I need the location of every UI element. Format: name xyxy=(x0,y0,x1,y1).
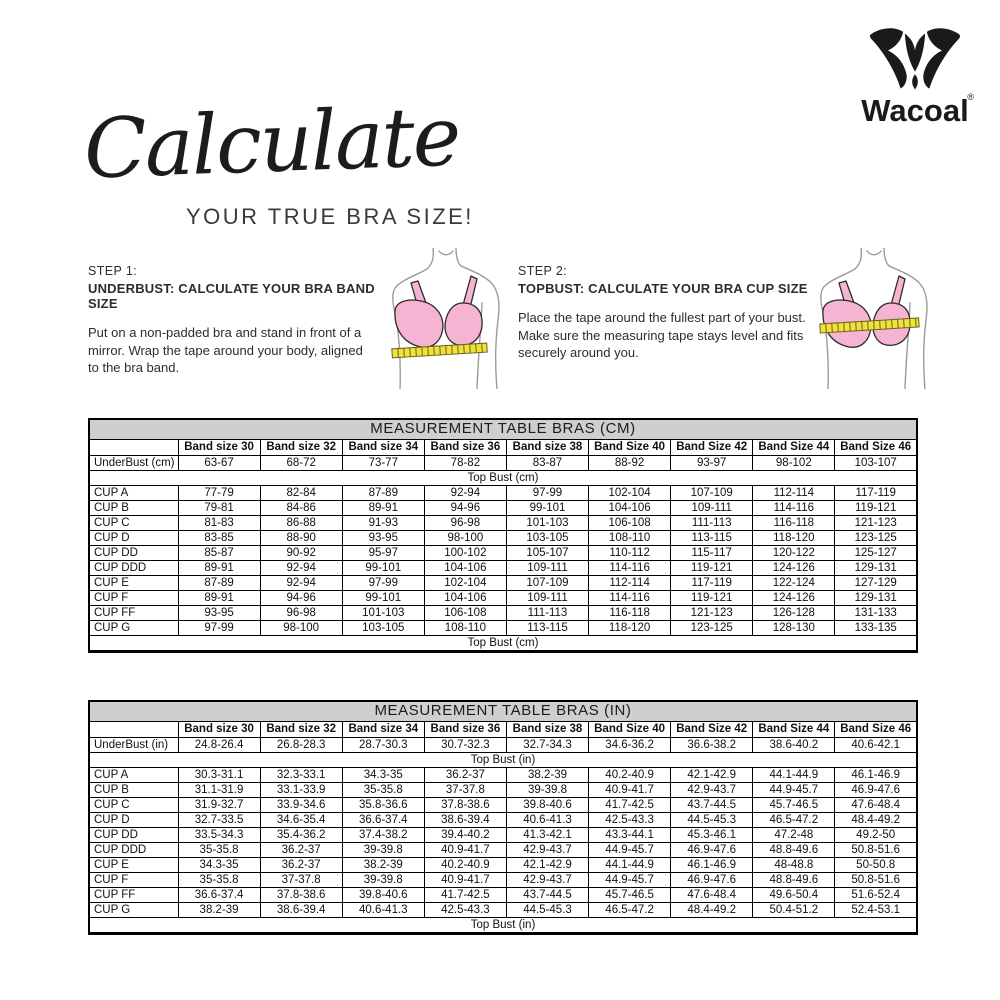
cup-value: 89-91 xyxy=(178,560,260,575)
cup-value: 44.1-44.9 xyxy=(589,858,671,873)
cup-value: 39.8-40.6 xyxy=(342,888,424,903)
underbust-value: 63-67 xyxy=(178,455,260,470)
cup-label: CUP F xyxy=(89,873,178,888)
cup-value: 96-98 xyxy=(424,515,506,530)
cup-value: 93-95 xyxy=(342,530,424,545)
cup-value: 86-88 xyxy=(260,515,342,530)
cup-value: 50-50.8 xyxy=(835,858,917,873)
cup-value: 40.2-40.9 xyxy=(424,858,506,873)
underbust-value: 24.8-26.4 xyxy=(178,737,260,752)
underbust-value: 73-77 xyxy=(342,455,424,470)
band-size-header: Band size 36 xyxy=(424,721,506,737)
cup-value: 119-121 xyxy=(835,500,917,515)
cup-value: 133-135 xyxy=(835,621,917,636)
cup-row xyxy=(89,873,917,888)
cup-value: 122-124 xyxy=(753,576,835,591)
cup-value: 120-122 xyxy=(753,545,835,560)
band-size-header: Band size 36 xyxy=(424,439,506,455)
cup-value: 44.5-45.3 xyxy=(506,903,588,918)
cup-value: 111-113 xyxy=(506,606,588,621)
cup-value: 92-94 xyxy=(260,560,342,575)
cup-value: 94-96 xyxy=(424,500,506,515)
topbust-footer: Top Bust (in) xyxy=(89,918,917,934)
cup-value: 42.5-43.3 xyxy=(589,812,671,827)
cup-value: 48.4-49.2 xyxy=(671,903,753,918)
cup-value: 33.5-34.3 xyxy=(178,827,260,842)
cup-value: 47.6-48.4 xyxy=(671,888,753,903)
wacoal-w-icon xyxy=(863,26,967,92)
cup-value: 116-118 xyxy=(589,606,671,621)
underbust-row xyxy=(89,737,917,752)
cup-value: 131-133 xyxy=(835,606,917,621)
cup-value: 106-108 xyxy=(424,606,506,621)
cup-label: CUP DD xyxy=(89,827,178,842)
cup-value: 82-84 xyxy=(260,485,342,500)
cup-value: 48.8-49.6 xyxy=(753,842,835,857)
cup-label: CUP F xyxy=(89,591,178,606)
page-subtitle: YOUR TRUE BRA SIZE! xyxy=(186,204,474,229)
cup-value: 84-86 xyxy=(260,500,342,515)
cup-value: 101-103 xyxy=(342,606,424,621)
cup-value: 114-116 xyxy=(589,560,671,575)
cup-row xyxy=(89,485,917,500)
underbust-label: UnderBust (cm) xyxy=(89,455,178,470)
cup-value: 35.4-36.2 xyxy=(260,827,342,842)
cup-value: 124-126 xyxy=(753,560,835,575)
cup-value: 114-116 xyxy=(589,591,671,606)
band-size-header: Band size 34 xyxy=(342,721,424,737)
cup-value: 34.6-35.4 xyxy=(260,812,342,827)
topbust-header-row xyxy=(89,470,917,485)
topbust-footer-row xyxy=(89,918,917,934)
cup-value: 38.6-39.4 xyxy=(424,812,506,827)
cup-value: 52.4-53.1 xyxy=(835,903,917,918)
cup-value: 106-108 xyxy=(589,515,671,530)
cup-value: 44.9-45.7 xyxy=(589,873,671,888)
cup-row xyxy=(89,545,917,560)
cup-value: 107-109 xyxy=(506,576,588,591)
cup-label: CUP G xyxy=(89,903,178,918)
table-title: MEASUREMENT TABLE BRAS (CM) xyxy=(89,419,917,439)
measuring-tape-icon xyxy=(392,343,487,358)
cup-value: 38.2-39 xyxy=(342,858,424,873)
cup-value: 99-101 xyxy=(342,560,424,575)
cup-value: 46.5-47.2 xyxy=(589,903,671,918)
cup-value: 31.1-31.9 xyxy=(178,782,260,797)
cup-value: 91-93 xyxy=(342,515,424,530)
table-title-row xyxy=(89,419,917,439)
cup-value: 37-37.8 xyxy=(260,873,342,888)
cup-value: 50.8-51.6 xyxy=(835,873,917,888)
cup-value: 31.9-32.7 xyxy=(178,797,260,812)
cup-value: 41.7-42.5 xyxy=(589,797,671,812)
cup-label: CUP E xyxy=(89,576,178,591)
cup-label: CUP B xyxy=(89,500,178,515)
cup-value: 123-125 xyxy=(671,621,753,636)
cup-value: 117-119 xyxy=(671,576,753,591)
cup-value: 32.3-33.1 xyxy=(260,767,342,782)
underbust-value: 38.6-40.2 xyxy=(753,737,835,752)
cup-value: 104-106 xyxy=(424,591,506,606)
cup-value: 119-121 xyxy=(671,591,753,606)
underbust-value: 30.7-32.3 xyxy=(424,737,506,752)
cup-value: 102-104 xyxy=(424,576,506,591)
cup-value: 115-117 xyxy=(671,545,753,560)
step-1-body: Put on a non-padded bra and stand in front of a mirror. Wrap the tape around your body, aligned to the bra band. xyxy=(88,325,363,375)
cup-value: 39.4-40.2 xyxy=(424,827,506,842)
cup-value: 107-109 xyxy=(671,485,753,500)
cup-value: 40.9-41.7 xyxy=(424,842,506,857)
cup-value: 85-87 xyxy=(178,545,260,560)
corner-cell xyxy=(89,721,178,737)
cup-value: 92-94 xyxy=(424,485,506,500)
cup-value: 46.1-46.9 xyxy=(835,767,917,782)
cup-value: 39-39.8 xyxy=(506,782,588,797)
cup-value: 43.7-44.5 xyxy=(506,888,588,903)
cup-value: 104-106 xyxy=(424,560,506,575)
band-size-header: Band Size 40 xyxy=(589,721,671,737)
cup-value: 34.3-35 xyxy=(342,767,424,782)
cup-value: 113-115 xyxy=(671,530,753,545)
cup-value: 44.9-45.7 xyxy=(589,842,671,857)
step-2-block xyxy=(518,264,828,362)
cup-value: 127-129 xyxy=(835,576,917,591)
cup-row xyxy=(89,827,917,842)
cup-label: CUP C xyxy=(89,797,178,812)
cup-value: 37.8-38.6 xyxy=(260,888,342,903)
cup-value: 112-114 xyxy=(589,576,671,591)
underbust-value: 36.6-38.2 xyxy=(671,737,753,752)
cup-value: 123-125 xyxy=(835,530,917,545)
band-size-header: Band Size 46 xyxy=(835,721,917,737)
band-size-header: Band Size 40 xyxy=(589,439,671,455)
cup-row xyxy=(89,812,917,827)
cup-value: 88-90 xyxy=(260,530,342,545)
cup-value: 41.3-42.1 xyxy=(506,827,588,842)
cup-value: 94-96 xyxy=(260,591,342,606)
band-size-header: Band size 30 xyxy=(178,439,260,455)
cup-value: 47.2-48 xyxy=(753,827,835,842)
table-title-row xyxy=(89,701,917,721)
corner-cell xyxy=(89,439,178,455)
underbust-value: 34.6-36.2 xyxy=(589,737,671,752)
cup-value: 44.5-45.3 xyxy=(671,812,753,827)
step-2-label: STEP 2: xyxy=(518,264,568,278)
underbust-value: 32.7-34.3 xyxy=(506,737,588,752)
cup-value: 43.7-44.5 xyxy=(671,797,753,812)
cup-value: 35.8-36.6 xyxy=(342,797,424,812)
underbust-value: 103-107 xyxy=(835,455,917,470)
underbust-label: UnderBust (in) xyxy=(89,737,178,752)
cup-value: 103-105 xyxy=(342,621,424,636)
cup-value: 129-131 xyxy=(835,591,917,606)
cup-value: 36.2-37 xyxy=(424,767,506,782)
topbust-header: Top Bust (cm) xyxy=(89,470,917,485)
band-size-header: Band size 38 xyxy=(506,439,588,455)
wacoal-wordmark: Wacoal xyxy=(861,93,969,128)
cup-value: 39-39.8 xyxy=(342,873,424,888)
cup-label: CUP G xyxy=(89,621,178,636)
cup-row xyxy=(89,767,917,782)
cup-row xyxy=(89,888,917,903)
cup-value: 42.9-43.7 xyxy=(671,782,753,797)
cup-value: 46.9-47.6 xyxy=(671,873,753,888)
cup-value: 104-106 xyxy=(589,500,671,515)
cup-value: 44.9-45.7 xyxy=(753,782,835,797)
cup-value: 38.2-39 xyxy=(506,767,588,782)
cup-value: 77-79 xyxy=(178,485,260,500)
cup-value: 97-99 xyxy=(506,485,588,500)
step-2-heading: TOPBUST: CALCULATE YOUR BRA CUP SIZE xyxy=(518,281,808,296)
step-2-body: Place the tape around the fullest part of your bust. Make sure the measuring tape stays level and fits securely around you. xyxy=(518,310,806,360)
band-size-header: Band size 32 xyxy=(260,439,342,455)
cup-value: 45.3-46.1 xyxy=(671,827,753,842)
cup-value: 42.9-43.7 xyxy=(506,842,588,857)
cup-value: 90-92 xyxy=(260,545,342,560)
cup-value: 46.1-46.9 xyxy=(671,858,753,873)
cup-value: 49.2-50 xyxy=(835,827,917,842)
cup-value: 48.4-49.2 xyxy=(835,812,917,827)
cup-value: 34.3-35 xyxy=(178,858,260,873)
cup-value: 50.4-51.2 xyxy=(753,903,835,918)
cup-row xyxy=(89,576,917,591)
band-size-header: Band size 38 xyxy=(506,721,588,737)
cup-row xyxy=(89,500,917,515)
cup-value: 37.4-38.2 xyxy=(342,827,424,842)
cup-value: 97-99 xyxy=(178,621,260,636)
cup-value: 39.8-40.6 xyxy=(506,797,588,812)
cup-value: 108-110 xyxy=(589,530,671,545)
page-title-script: Calculate xyxy=(82,89,461,198)
table-title: MEASUREMENT TABLE BRAS (IN) xyxy=(89,701,917,721)
cup-value: 37-37.8 xyxy=(424,782,506,797)
cup-value: 99-101 xyxy=(342,591,424,606)
cup-label: CUP B xyxy=(89,782,178,797)
cup-value: 33.9-34.6 xyxy=(260,797,342,812)
underbust-measure-illustration xyxy=(383,248,511,389)
cup-value: 109-111 xyxy=(671,500,753,515)
cup-value: 97-99 xyxy=(342,576,424,591)
cup-value: 99-101 xyxy=(506,500,588,515)
cup-value: 45.7-46.5 xyxy=(589,888,671,903)
cup-row xyxy=(89,560,917,575)
underbust-value: 93-97 xyxy=(671,455,753,470)
topbust-header-row xyxy=(89,752,917,767)
underbust-value: 78-82 xyxy=(424,455,506,470)
cup-value: 48.8-49.6 xyxy=(753,873,835,888)
cup-row xyxy=(89,530,917,545)
band-size-header: Band Size 44 xyxy=(753,439,835,455)
topbust-footer-row xyxy=(89,636,917,652)
measurement-table-cm xyxy=(88,418,918,653)
underbust-row xyxy=(89,455,917,470)
cup-row xyxy=(89,515,917,530)
cup-value: 36.2-37 xyxy=(260,842,342,857)
cup-value: 98-100 xyxy=(260,621,342,636)
cup-value: 43.3-44.1 xyxy=(589,827,671,842)
band-size-header-row xyxy=(89,721,917,737)
cup-value: 92-94 xyxy=(260,576,342,591)
cup-value: 40.9-41.7 xyxy=(424,873,506,888)
cup-value: 119-121 xyxy=(671,560,753,575)
cup-row xyxy=(89,606,917,621)
cup-value: 121-123 xyxy=(835,515,917,530)
cup-value: 126-128 xyxy=(753,606,835,621)
underbust-value: 40.6-42.1 xyxy=(835,737,917,752)
band-size-header: Band Size 42 xyxy=(671,721,753,737)
cup-value: 96-98 xyxy=(260,606,342,621)
cup-value: 81-83 xyxy=(178,515,260,530)
topbust-footer: Top Bust (cm) xyxy=(89,636,917,652)
cup-value: 50.8-51.6 xyxy=(835,842,917,857)
cup-label: CUP FF xyxy=(89,606,178,621)
cup-value: 116-118 xyxy=(753,515,835,530)
cup-value: 44.1-44.9 xyxy=(753,767,835,782)
cup-value: 95-97 xyxy=(342,545,424,560)
cup-row xyxy=(89,903,917,918)
cup-value: 109-111 xyxy=(506,591,588,606)
topbust-measure-illustration xyxy=(811,248,939,389)
underbust-value: 26.8-28.3 xyxy=(260,737,342,752)
cup-value: 98-100 xyxy=(424,530,506,545)
band-size-header-row xyxy=(89,439,917,455)
underbust-value: 98-102 xyxy=(753,455,835,470)
cup-value: 93-95 xyxy=(178,606,260,621)
underbust-value: 88-92 xyxy=(589,455,671,470)
cup-value: 118-120 xyxy=(589,621,671,636)
cup-value: 113-115 xyxy=(506,621,588,636)
step-1-block xyxy=(88,264,398,377)
cup-row xyxy=(89,858,917,873)
cup-value: 40.9-41.7 xyxy=(589,782,671,797)
cup-value: 42.9-43.7 xyxy=(506,873,588,888)
cup-value: 40.2-40.9 xyxy=(589,767,671,782)
cup-value: 108-110 xyxy=(424,621,506,636)
cup-value: 129-131 xyxy=(835,560,917,575)
cup-value: 36.2-37 xyxy=(260,858,342,873)
cup-value: 109-111 xyxy=(506,560,588,575)
cup-row xyxy=(89,797,917,812)
cup-value: 110-112 xyxy=(589,545,671,560)
cup-value: 83-85 xyxy=(178,530,260,545)
cup-value: 103-105 xyxy=(506,530,588,545)
cup-value: 35-35.8 xyxy=(178,873,260,888)
cup-value: 89-91 xyxy=(342,500,424,515)
cup-value: 100-102 xyxy=(424,545,506,560)
cup-value: 38.2-39 xyxy=(178,903,260,918)
underbust-value: 28.7-30.3 xyxy=(342,737,424,752)
step-1-heading: UNDERBUST: CALCULATE YOUR BRA BAND SIZE xyxy=(88,281,375,311)
cup-value: 32.7-33.5 xyxy=(178,812,260,827)
cup-value: 45.7-46.5 xyxy=(753,797,835,812)
cup-value: 125-127 xyxy=(835,545,917,560)
band-size-header: Band size 30 xyxy=(178,721,260,737)
cup-label: CUP DDD xyxy=(89,560,178,575)
cup-value: 35-35.8 xyxy=(342,782,424,797)
cup-value: 47.6-48.4 xyxy=(835,797,917,812)
cup-value: 49.6-50.4 xyxy=(753,888,835,903)
band-size-header: Band Size 44 xyxy=(753,721,835,737)
cup-value: 118-120 xyxy=(753,530,835,545)
cup-value: 51.6-52.4 xyxy=(835,888,917,903)
cup-value: 121-123 xyxy=(671,606,753,621)
band-size-header: Band Size 46 xyxy=(835,439,917,455)
wacoal-logo xyxy=(854,26,976,129)
cup-row xyxy=(89,782,917,797)
cup-value: 117-119 xyxy=(835,485,917,500)
cup-value: 87-89 xyxy=(342,485,424,500)
cup-label: CUP C xyxy=(89,515,178,530)
cup-value: 38.6-39.4 xyxy=(260,903,342,918)
step-1-label: STEP 1: xyxy=(88,264,138,278)
band-size-header: Band Size 42 xyxy=(671,439,753,455)
cup-value: 46.9-47.6 xyxy=(671,842,753,857)
cup-row xyxy=(89,621,917,636)
cup-value: 40.6-41.3 xyxy=(506,812,588,827)
underbust-value: 83-87 xyxy=(506,455,588,470)
cup-label: CUP DD xyxy=(89,545,178,560)
cup-value: 105-107 xyxy=(506,545,588,560)
cup-value: 33.1-33.9 xyxy=(260,782,342,797)
cup-label: CUP D xyxy=(89,530,178,545)
cup-value: 102-104 xyxy=(589,485,671,500)
cup-label: CUP E xyxy=(89,858,178,873)
cup-value: 79-81 xyxy=(178,500,260,515)
underbust-value: 68-72 xyxy=(260,455,342,470)
cup-value: 89-91 xyxy=(178,591,260,606)
cup-value: 42.1-42.9 xyxy=(506,858,588,873)
cup-value: 112-114 xyxy=(753,485,835,500)
cup-value: 39-39.8 xyxy=(342,842,424,857)
cup-value: 42.5-43.3 xyxy=(424,903,506,918)
cup-value: 36.6-37.4 xyxy=(178,888,260,903)
cup-value: 30.3-31.1 xyxy=(178,767,260,782)
cup-label: CUP FF xyxy=(89,888,178,903)
cup-value: 87-89 xyxy=(178,576,260,591)
cup-value: 111-113 xyxy=(671,515,753,530)
cup-value: 37.8-38.6 xyxy=(424,797,506,812)
measurement-table-in xyxy=(88,700,918,935)
cup-label: CUP D xyxy=(89,812,178,827)
band-size-header: Band size 34 xyxy=(342,439,424,455)
registered-mark: ® xyxy=(967,92,974,102)
cup-label: CUP A xyxy=(89,767,178,782)
cup-value: 35-35.8 xyxy=(178,842,260,857)
cup-value: 48-48.8 xyxy=(753,858,835,873)
cup-label: CUP DDD xyxy=(89,842,178,857)
cup-value: 36.6-37.4 xyxy=(342,812,424,827)
band-size-header: Band size 32 xyxy=(260,721,342,737)
cup-value: 124-126 xyxy=(753,591,835,606)
cup-value: 128-130 xyxy=(753,621,835,636)
cup-value: 41.7-42.5 xyxy=(424,888,506,903)
cup-row xyxy=(89,591,917,606)
topbust-header: Top Bust (in) xyxy=(89,752,917,767)
cup-value: 42.1-42.9 xyxy=(671,767,753,782)
cup-label: CUP A xyxy=(89,485,178,500)
cup-value: 40.6-41.3 xyxy=(342,903,424,918)
cup-value: 46.5-47.2 xyxy=(753,812,835,827)
cup-value: 101-103 xyxy=(506,515,588,530)
cup-row xyxy=(89,842,917,857)
cup-value: 46.9-47.6 xyxy=(835,782,917,797)
cup-value: 114-116 xyxy=(753,500,835,515)
